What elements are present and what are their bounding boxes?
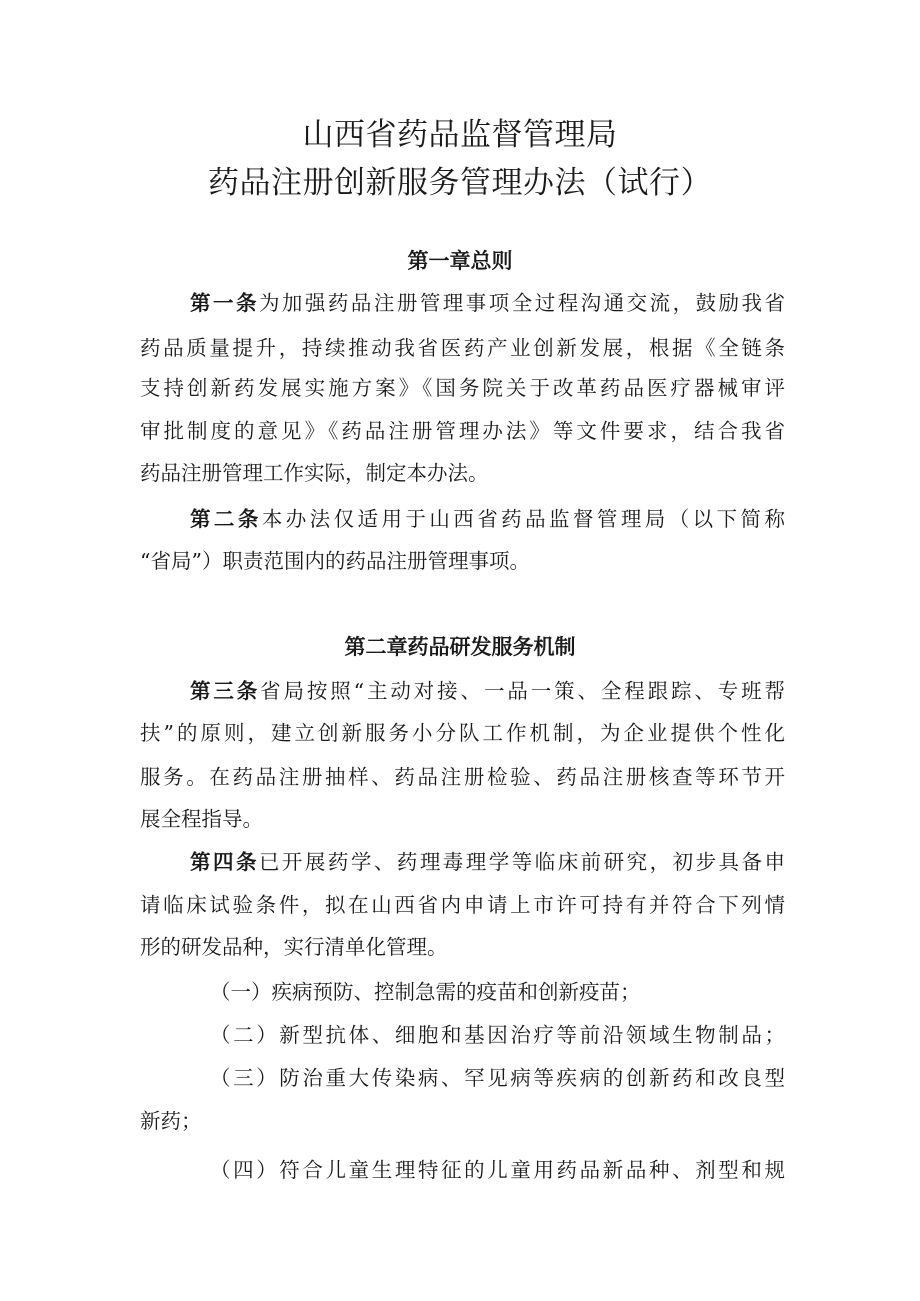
article-1-line-4: 审批制度的意见》《药品注册管理办法》等文件要求，结合我省 [140,419,785,443]
article-4-item-3-line-2: 新药； [140,1109,202,1133]
document-title-line-1: 山西省药品监督管理局 [302,117,618,153]
article-4-line-1 [190,847,785,877]
article-3-label: 第三条 [190,679,261,703]
article-1-line-1 [190,288,785,318]
chapter-2-heading: 第二章药品研发服务机制 [344,635,576,659]
document-title-line-2: 药品注册创新服务管理办法（试行） [208,165,712,201]
article-3-line-2: 扶”的原则，建立创新服务小分队工作机制，为企业提供个性化 [140,721,785,745]
article-1-line-3: 支持创新药发展实施方案》《国务院关于改革药品医疗器械审评 [140,376,785,400]
article-2-line-2: “省局”）职责范围内的药品注册管理事项。 [140,549,530,573]
chapter-1-heading: 第一章总则 [407,249,513,273]
article-4-item-2: （二）新型抗体、细胞和基因治疗等前沿领域生物制品； [210,1023,785,1047]
article-3-text: 省局按照“主动对接、一品一策、全程跟踪、专班帮 [260,679,786,703]
article-1-line-5: 药品注册管理工作实际，制定本办法。 [140,461,489,485]
article-1-text: 为加强药品注册管理事项全过程沟通交流，鼓励我省 [258,291,786,315]
article-2-label: 第二条 [190,507,262,531]
article-4-item-1: （一）疾病预防、控制急需的疫苗和创新疫苗； [210,980,641,1004]
article-4-line-2: 请临床试验条件，拟在山西省内申请上市许可持有并符合下列情 [140,893,785,917]
article-4-line-3: 形的研发品种，实行清单化管理。 [140,935,448,959]
article-4-label: 第四条 [190,850,259,874]
article-2-text: 本办法仅适用于山西省药品监督管理局（以下简称 [261,507,785,531]
article-4-text: 已开展药学、药理毒理学等临床前研究，初步具备申 [258,850,786,874]
article-1-line-2: 药品质量提升，持续推动我省医药产业创新发展，根据《全链条 [140,336,785,360]
article-2-line-1 [190,504,785,534]
article-4-item-4-line-1: （四）符合儿童生理特征的儿童用药品新品种、剂型和规 [210,1158,785,1182]
article-4-item-3-line-1: （三）防治重大传染病、罕见病等疾病的创新药和改良型 [210,1066,785,1090]
article-1-label: 第一条 [190,291,259,315]
article-3-line-4: 展全程指导。 [140,807,263,831]
article-3-line-3: 服务。在药品注册抽样、药品注册检验、药品注册核查等环节开 [140,765,785,789]
article-3-line-1 [190,676,785,706]
